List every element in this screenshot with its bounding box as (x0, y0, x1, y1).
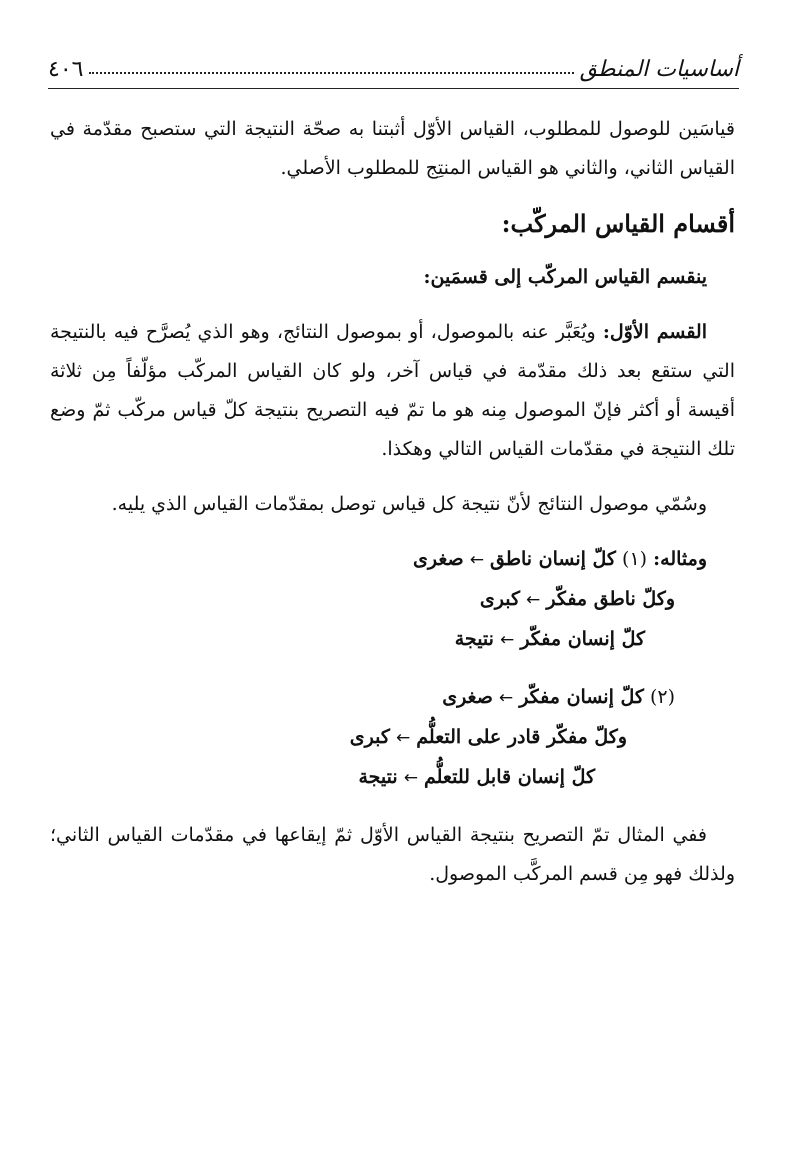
example1-line3 (50, 620, 735, 660)
section1-paragraph (50, 313, 735, 469)
section1-text: ويُعَبَّر عنه بالموصول، أو بموصول النتائج، وهو الذي يُصرَّح فيه بالنتيجة التي ستقع بعد ذلك مقدّمة في قياس آخر، ولو كان القياس المركّب مؤلّفاً مِن ثلاثة أقيسة أو أكثر فإنّ الموصول مِنه هو ما تمّ فيه التصريح بنتيجة كلّ قياس مركّب ثمّ وضع تلك النتيجة في مقدّمات القياس التالي وهكذا. (50, 321, 735, 460)
example1-premise1: كلّ إنسان ناطق (490, 548, 616, 570)
example-2 (50, 678, 735, 798)
subheading: ينقسم القياس المركّب إلى قسمَين: (423, 266, 707, 288)
example2-line2 (50, 718, 735, 758)
conclusion-paragraph: ففي المثال تمّ التصريح بنتيجة القياس الأوّل ثمّ إيقاعها في مقدّمات القياس الثاني؛ ولذلك فهو مِن قسم المركَّب الموصول. (50, 824, 735, 885)
example-label: ومثاله: (653, 548, 707, 570)
example2-line3 (50, 758, 735, 798)
example1-line1 (50, 540, 735, 580)
example2-tag3: نتيجة (358, 766, 398, 788)
page-body (50, 110, 735, 910)
example1-tag2: كبرى (479, 588, 520, 610)
example1-line2 (50, 580, 735, 620)
arrow-icon: ← (526, 590, 541, 610)
example1-result: كلّ إنسان مفكّر (520, 628, 645, 650)
example1-premise2: وكلّ ناطق مفكّر (546, 588, 675, 610)
example-1 (50, 540, 735, 660)
example1-tag1: صغرى (413, 548, 464, 570)
page-number: ٤٠٦ (48, 57, 84, 82)
intro-paragraph: قياسَين للوصول للمطلوب، القياس الأوّل أثبتنا به صحّة النتيجة التي ستصبح مقدّمة في القياس الثاني، والثاني هو القياس المنتِج للمطلوب الأصلي. (50, 118, 735, 179)
header-dot-leader (89, 72, 573, 74)
header-rule (48, 88, 739, 89)
naming-paragraph: وسُمّي موصول النتائج لأنّ نتيجة كل قياس توصل بمقدّمات القياس الذي يليه. (111, 493, 707, 515)
example2-number: (٢) (649, 686, 675, 708)
running-header (48, 46, 739, 86)
arrow-icon: ← (403, 768, 418, 788)
example1-tag3: نتيجة (454, 628, 494, 650)
example2-line1 (50, 678, 735, 718)
section1-label: القسم الأوّل: (602, 321, 707, 343)
section-heading: أقسام القياس المركّب: (501, 209, 735, 238)
example2-tag1: صغرى (442, 686, 493, 708)
arrow-icon: ← (498, 688, 514, 708)
example2-premise2: وكلّ مفكّر قادر على التعلُّم (416, 726, 627, 748)
arrow-icon: ← (469, 550, 484, 570)
arrow-icon: ← (500, 630, 515, 650)
example2-premise1: كلّ إنسان مفكّر (519, 686, 644, 708)
arrow-icon: ← (395, 728, 411, 748)
example2-tag2: كبرى (349, 726, 390, 748)
example1-number: (١) (622, 548, 648, 570)
example2-result: كلّ إنسان قابل للتعلُّم (424, 766, 595, 788)
book-title: أساسيات المنطق (579, 57, 739, 82)
